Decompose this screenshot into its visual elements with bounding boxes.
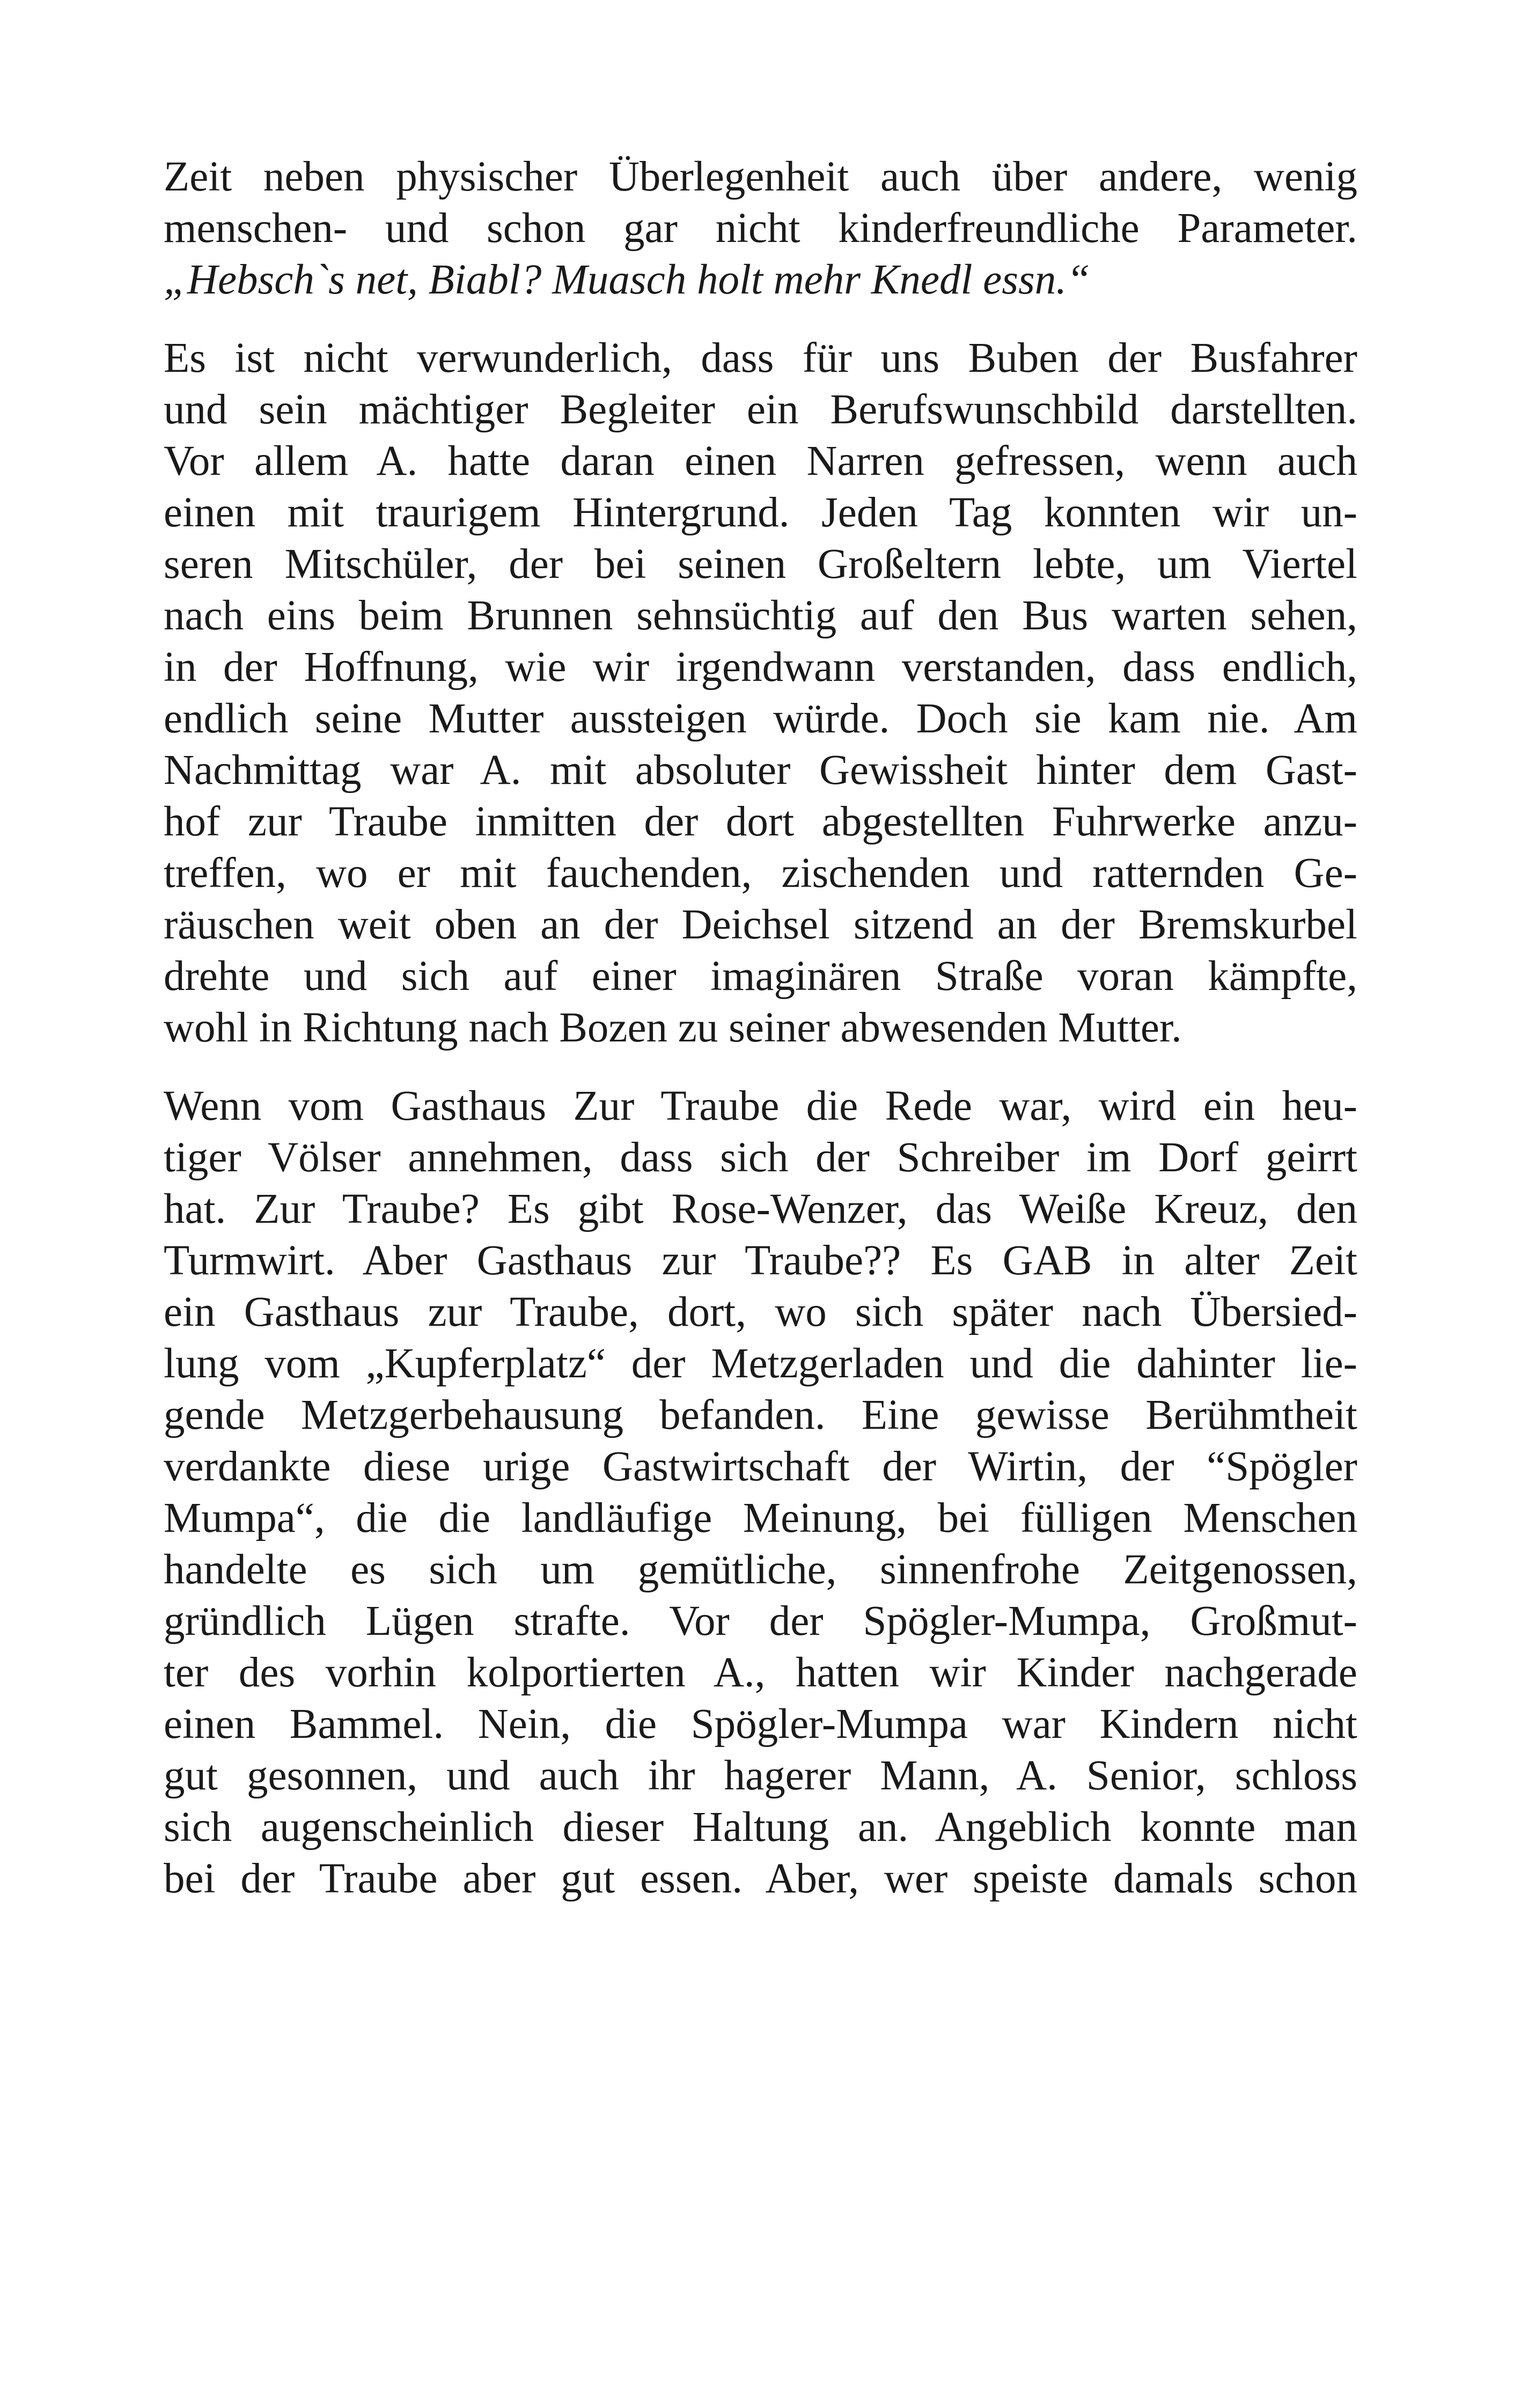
text-line: Turmwirt. Aber Gasthaus zur Traube?? Es GAB in alter Zeit	[164, 1237, 1357, 1284]
text-line: gründlich Lügen strafte. Vor der Spögler-Mumpa, Großmut-	[164, 1598, 1357, 1645]
text-line: Wenn vom Gasthaus Zur Traube die Rede war, wird ein heu-	[164, 1083, 1357, 1129]
text-line: sich augenscheinlich dieser Haltung an. Angeblich konnte man	[164, 1804, 1357, 1851]
page-body	[164, 151, 1357, 1905]
text-line: gende Metzgerbehausung befanden. Eine gewisse Berühmtheit	[164, 1392, 1357, 1438]
text-line: treffen, wo er mit fauchenden, zischenden und ratternden Ge-	[164, 850, 1357, 897]
paragraph-3	[164, 1081, 1357, 1905]
text-line: bei der Traube aber gut essen. Aber, wer speiste damals schon	[164, 1855, 1357, 1902]
text-line: ter des vorhin kolportierten A., hatten wir Kinder nachgerade	[164, 1649, 1357, 1696]
text-line: einen Bammel. Nein, die Spögler-Mumpa war Kindern nicht	[164, 1701, 1357, 1748]
text-line: verdankte diese urige Gastwirtschaft der Wirtin, der “Spögler	[164, 1443, 1357, 1490]
paragraph-1	[164, 151, 1357, 306]
text-line: seren Mitschüler, der bei seinen Großeltern lebte, um Viertel	[164, 541, 1357, 588]
text-line: nach eins beim Brunnen sehnsüchtig auf den Bus warten sehen,	[164, 592, 1357, 639]
text-line: gut gesonnen, und auch ihr hagerer Mann, A. Senior, schloss	[164, 1752, 1357, 1799]
text-line: hat. Zur Traube? Es gibt Rose-Wenzer, das Weiße Kreuz, den	[164, 1186, 1357, 1232]
text-line: Vor allem A. hatte daran einen Narren gefressen, wenn auch	[164, 438, 1357, 484]
text-line: ein Gasthaus zur Traube, dort, wo sich später nach Übersied-	[164, 1289, 1357, 1335]
paragraph-2	[164, 333, 1357, 1054]
text-line: Es ist nicht verwunderlich, dass für uns Buben der Busfahrer	[164, 335, 1357, 381]
text-line: handelte es sich um gemütliche, sinnenfrohe Zeitgenossen,	[164, 1546, 1357, 1593]
text-line: wohl in Richtung nach Bozen zu seiner abwesenden Mutter.	[164, 1004, 1182, 1051]
text-line: einen mit traurigem Hintergrund. Jeden Tag konnten wir un-	[164, 489, 1357, 536]
text-line: Mumpa“, die die landläufige Meinung, bei fülligen Menschen	[164, 1495, 1357, 1541]
text-line-italic-quote: „Hebsch`s net, Biabl? Muasch holt mehr Knedl essn.“	[164, 256, 1090, 303]
text-line: hof zur Traube inmitten der dort abgestellten Fuhrwerke anzu-	[164, 798, 1357, 845]
text-line: tiger Völser annehmen, dass sich der Schreiber im Dorf geirrt	[164, 1134, 1357, 1181]
text-line: drehte und sich auf einer imaginären Straße voran kämpfte,	[164, 953, 1357, 1000]
text-line: endlich seine Mutter aussteigen würde. Doch sie kam nie. Am	[164, 695, 1357, 742]
text-line: in der Hoffnung, wie wir irgendwann verstanden, dass endlich,	[164, 644, 1357, 691]
text-line: Nachmittag war A. mit absoluter Gewissheit hinter dem Gast-	[164, 747, 1357, 794]
text-line: räuschen weit oben an der Deichsel sitzend an der Bremskurbel	[164, 901, 1357, 948]
text-line: lung vom „Kupferplatz“ der Metzgerladen und die dahinter lie-	[164, 1340, 1357, 1387]
text-line: und sein mächtiger Begleiter ein Berufswunschbild darstellten.	[164, 386, 1357, 433]
text-line: menschen- und schon gar nicht kinderfreundliche Parameter.	[164, 205, 1357, 252]
text-line: Zeit neben physischer Überlegenheit auch über andere, wenig	[164, 153, 1357, 200]
